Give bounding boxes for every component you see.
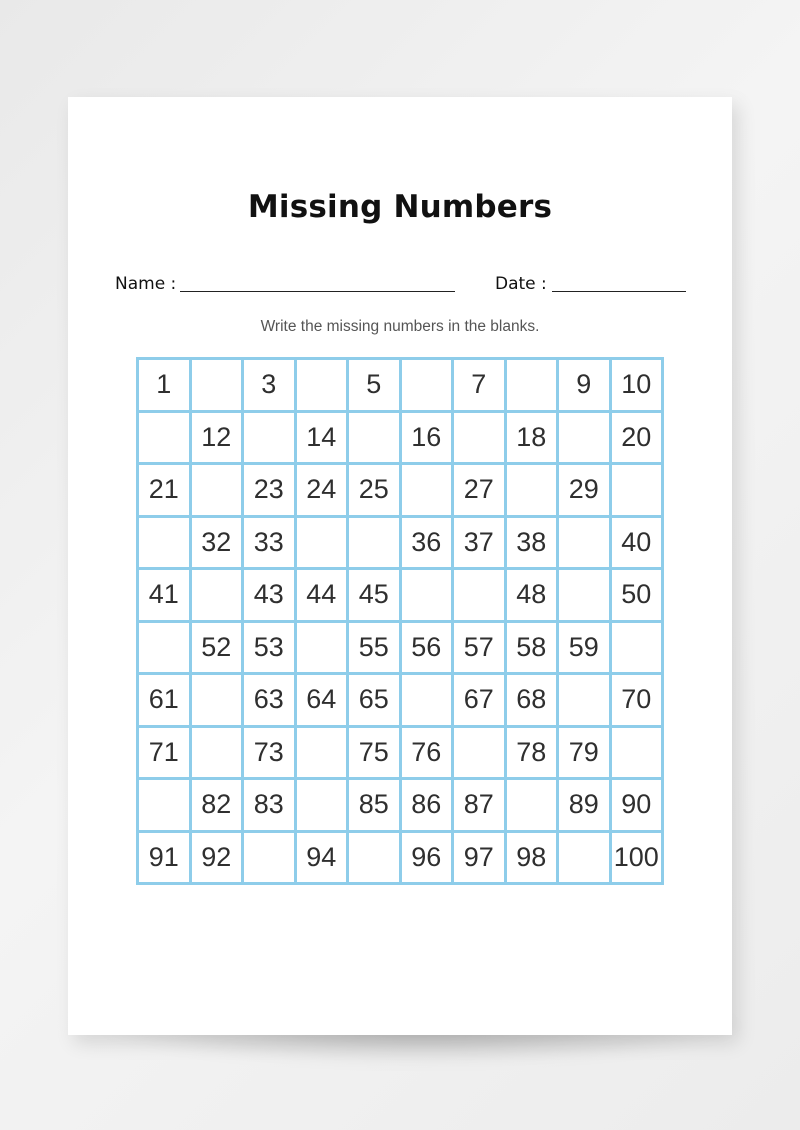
number-cell: 24 bbox=[297, 465, 347, 515]
number-cell: 14 bbox=[297, 413, 347, 463]
blank-cell[interactable] bbox=[297, 780, 347, 830]
instructions-text: Write the missing numbers in the blanks. bbox=[260, 318, 540, 335]
number-cell: 61 bbox=[139, 675, 189, 725]
number-cell: 44 bbox=[297, 570, 347, 620]
blank-cell[interactable] bbox=[139, 518, 189, 568]
blank-cell[interactable] bbox=[507, 465, 557, 515]
number-cell: 97 bbox=[454, 833, 504, 883]
blank-cell[interactable] bbox=[612, 465, 662, 515]
number-cell: 23 bbox=[244, 465, 294, 515]
number-cell: 16 bbox=[402, 413, 452, 463]
blank-cell[interactable] bbox=[297, 360, 347, 410]
blank-cell[interactable] bbox=[192, 675, 242, 725]
date-label: Date : bbox=[495, 274, 547, 294]
blank-cell[interactable] bbox=[244, 833, 294, 883]
blank-cell[interactable] bbox=[139, 413, 189, 463]
number-cell: 18 bbox=[507, 413, 557, 463]
number-cell: 100 bbox=[612, 833, 662, 883]
number-cell: 25 bbox=[349, 465, 399, 515]
number-cell: 36 bbox=[402, 518, 452, 568]
blank-cell[interactable] bbox=[402, 465, 452, 515]
blank-cell[interactable] bbox=[454, 728, 504, 778]
number-cell: 91 bbox=[139, 833, 189, 883]
number-cell: 21 bbox=[139, 465, 189, 515]
blank-cell[interactable] bbox=[192, 570, 242, 620]
number-cell: 63 bbox=[244, 675, 294, 725]
number-cell: 59 bbox=[559, 623, 609, 673]
number-cell: 96 bbox=[402, 833, 452, 883]
number-cell: 64 bbox=[297, 675, 347, 725]
number-cell: 86 bbox=[402, 780, 452, 830]
number-cell: 41 bbox=[139, 570, 189, 620]
blank-cell[interactable] bbox=[559, 570, 609, 620]
number-cell: 50 bbox=[612, 570, 662, 620]
blank-cell[interactable] bbox=[192, 360, 242, 410]
number-cell: 70 bbox=[612, 675, 662, 725]
number-cell: 92 bbox=[192, 833, 242, 883]
blank-cell[interactable] bbox=[507, 360, 557, 410]
number-grid bbox=[136, 357, 664, 885]
blank-cell[interactable] bbox=[244, 413, 294, 463]
number-cell: 68 bbox=[507, 675, 557, 725]
number-cell: 53 bbox=[244, 623, 294, 673]
worksheet-paper bbox=[68, 97, 732, 1035]
blank-cell[interactable] bbox=[612, 728, 662, 778]
number-cell: 37 bbox=[454, 518, 504, 568]
number-cell: 85 bbox=[349, 780, 399, 830]
blank-cell[interactable] bbox=[559, 413, 609, 463]
blank-cell[interactable] bbox=[349, 518, 399, 568]
blank-cell[interactable] bbox=[559, 518, 609, 568]
blank-cell[interactable] bbox=[349, 413, 399, 463]
number-cell: 89 bbox=[559, 780, 609, 830]
blank-cell[interactable] bbox=[297, 518, 347, 568]
blank-cell[interactable] bbox=[402, 360, 452, 410]
number-cell: 38 bbox=[507, 518, 557, 568]
number-cell: 90 bbox=[612, 780, 662, 830]
number-cell: 79 bbox=[559, 728, 609, 778]
number-cell: 82 bbox=[192, 780, 242, 830]
blank-cell[interactable] bbox=[402, 570, 452, 620]
number-cell: 98 bbox=[507, 833, 557, 883]
number-cell: 48 bbox=[507, 570, 557, 620]
blank-cell[interactable] bbox=[139, 623, 189, 673]
number-cell: 73 bbox=[244, 728, 294, 778]
blank-cell[interactable] bbox=[139, 780, 189, 830]
blank-cell[interactable] bbox=[192, 465, 242, 515]
number-cell: 83 bbox=[244, 780, 294, 830]
date-field-line[interactable] bbox=[552, 291, 686, 292]
name-field-line[interactable] bbox=[180, 291, 455, 292]
number-cell: 7 bbox=[454, 360, 504, 410]
number-cell: 43 bbox=[244, 570, 294, 620]
number-cell: 67 bbox=[454, 675, 504, 725]
number-cell: 52 bbox=[192, 623, 242, 673]
number-cell: 94 bbox=[297, 833, 347, 883]
name-label: Name : bbox=[115, 274, 177, 294]
number-cell: 33 bbox=[244, 518, 294, 568]
number-cell: 29 bbox=[559, 465, 609, 515]
number-cell: 3 bbox=[244, 360, 294, 410]
number-cell: 56 bbox=[402, 623, 452, 673]
blank-cell[interactable] bbox=[192, 728, 242, 778]
blank-cell[interactable] bbox=[454, 413, 504, 463]
number-cell: 78 bbox=[507, 728, 557, 778]
number-cell: 55 bbox=[349, 623, 399, 673]
number-cell: 76 bbox=[402, 728, 452, 778]
blank-cell[interactable] bbox=[297, 623, 347, 673]
blank-cell[interactable] bbox=[349, 833, 399, 883]
number-cell: 10 bbox=[612, 360, 662, 410]
blank-cell[interactable] bbox=[612, 623, 662, 673]
number-cell: 12 bbox=[192, 413, 242, 463]
blank-cell[interactable] bbox=[454, 570, 504, 620]
number-cell: 5 bbox=[349, 360, 399, 410]
blank-cell[interactable] bbox=[507, 780, 557, 830]
number-cell: 71 bbox=[139, 728, 189, 778]
blank-cell[interactable] bbox=[402, 675, 452, 725]
number-cell: 58 bbox=[507, 623, 557, 673]
worksheet-title: Missing Numbers bbox=[247, 189, 553, 225]
number-cell: 40 bbox=[612, 518, 662, 568]
number-cell: 65 bbox=[349, 675, 399, 725]
number-cell: 9 bbox=[559, 360, 609, 410]
number-cell: 1 bbox=[139, 360, 189, 410]
blank-cell[interactable] bbox=[559, 833, 609, 883]
number-cell: 87 bbox=[454, 780, 504, 830]
blank-cell[interactable] bbox=[297, 728, 347, 778]
blank-cell[interactable] bbox=[559, 675, 609, 725]
number-cell: 20 bbox=[612, 413, 662, 463]
number-cell: 75 bbox=[349, 728, 399, 778]
number-cell: 32 bbox=[192, 518, 242, 568]
number-cell: 45 bbox=[349, 570, 399, 620]
number-cell: 57 bbox=[454, 623, 504, 673]
number-cell: 27 bbox=[454, 465, 504, 515]
